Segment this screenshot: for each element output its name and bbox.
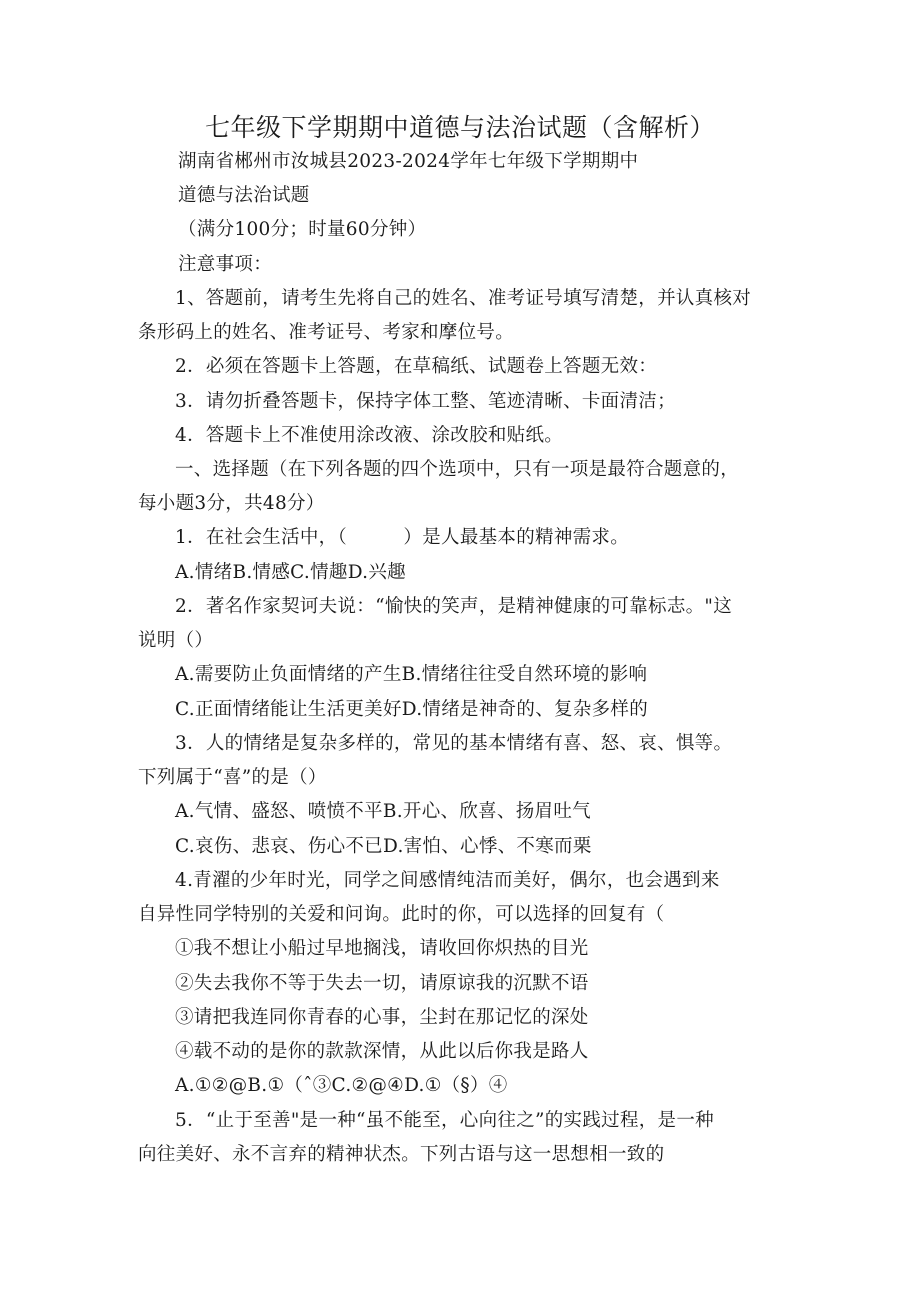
question-1-stem: 1．在社会生活中，（ ）是人最基本的精神需求。 — [175, 527, 630, 548]
question-4-stem-cont: 自异性同学特别的关爱和问询。此时的你，可以选择的回复有（ — [138, 904, 665, 925]
question-1-options: A.情绪B.情感C.情趣D.兴趣 — [175, 562, 406, 583]
score-time-line: （满分100分；时量60分钟） — [178, 219, 427, 240]
question-3-options-ab: A.气情、盛怒、喷愤不平B.开心、欣喜、扬眉吐气 — [175, 801, 591, 822]
question-3-stem: 3．人的情绪是复杂多样的，常见的基本情绪有喜、怒、哀、惧等。 — [175, 733, 733, 754]
question-4-options: A.①②@B.①（ˆ③C.②@④D.①（§）④ — [175, 1075, 508, 1096]
section-heading-cont: 每小题3分，共48分） — [138, 493, 325, 514]
school-line: 湖南省郴州市汝城县2023-2024学年七年级下学期期中 — [178, 151, 639, 172]
section-heading: 一、选择题（在下列各题的四个选项中，只有一项是最符合题意的， — [175, 459, 740, 480]
question-2-stem-cont: 说明（） — [138, 630, 214, 651]
question-4-item-4: ④载不动的是你的款款深情，从此以后你我是路人 — [175, 1041, 589, 1062]
question-4-item-3: ③请把我连同你青春的心事，尘封在那记忆的深处 — [175, 1007, 589, 1028]
document-title: 七年级下学期期中道德与法治试题（含解析） — [204, 113, 715, 142]
notice-item-3: 3．请勿折叠答题卡，保持字体工整、笔迹清晰、卡面清洁； — [175, 391, 676, 412]
question-4-stem: 4.青濯的少年时光，同学之间感情纯洁而美好，偶尔，也会遇到来 — [175, 870, 720, 891]
notice-heading: 注意事项： — [178, 254, 273, 275]
question-3-options-cd: C.哀伤、悲哀、伤心不已D.害怕、心悸、不寒而栗 — [175, 836, 592, 857]
question-5-stem: 5．“止于至善"是一种“虽不能至，心向往之”的实践过程，是一种 — [175, 1110, 714, 1131]
subject-line: 道德与法治试题 — [178, 185, 310, 206]
question-4-item-2: ②失去我你不等于失去一切，请原谅我的沉默不语 — [175, 973, 589, 994]
question-2-options-cd: C.正面情绪能让生活更美好D.情绪是神奇的、复杂多样的 — [175, 699, 649, 720]
notice-item-2: 2．必须在答题卡上答题，在草稿纸、试题卷上答题无效： — [175, 356, 658, 377]
question-5-stem-cont: 向往美好、永不言弃的精神状杰。下列古语与这一思想相一致的 — [138, 1144, 665, 1165]
question-2-stem: 2．著名作家契诃夫说：“愉快的笑声，是精神健康的可靠标志。"这 — [175, 596, 733, 617]
notice-item-1: 1、答题前，请考生先将自己的姓名、准考证号填写清楚，并认真核对 — [175, 288, 752, 309]
question-3-stem-cont: 下列属于“喜”的是（） — [138, 767, 327, 788]
question-2-options-ab: A.需要防止负面情绪的产生B.情绪往往受自然环境的影响 — [175, 664, 648, 685]
question-4-item-1: ①我不想让小船过早地搁浅，请收回你炽热的目光 — [175, 938, 589, 959]
notice-item-4: 4．答题卡上不准使用涂改液、涂改胶和贴纸。 — [175, 425, 564, 446]
notice-item-1-cont: 条形码上的姓名、准考证号、考家和摩位号。 — [138, 322, 515, 343]
